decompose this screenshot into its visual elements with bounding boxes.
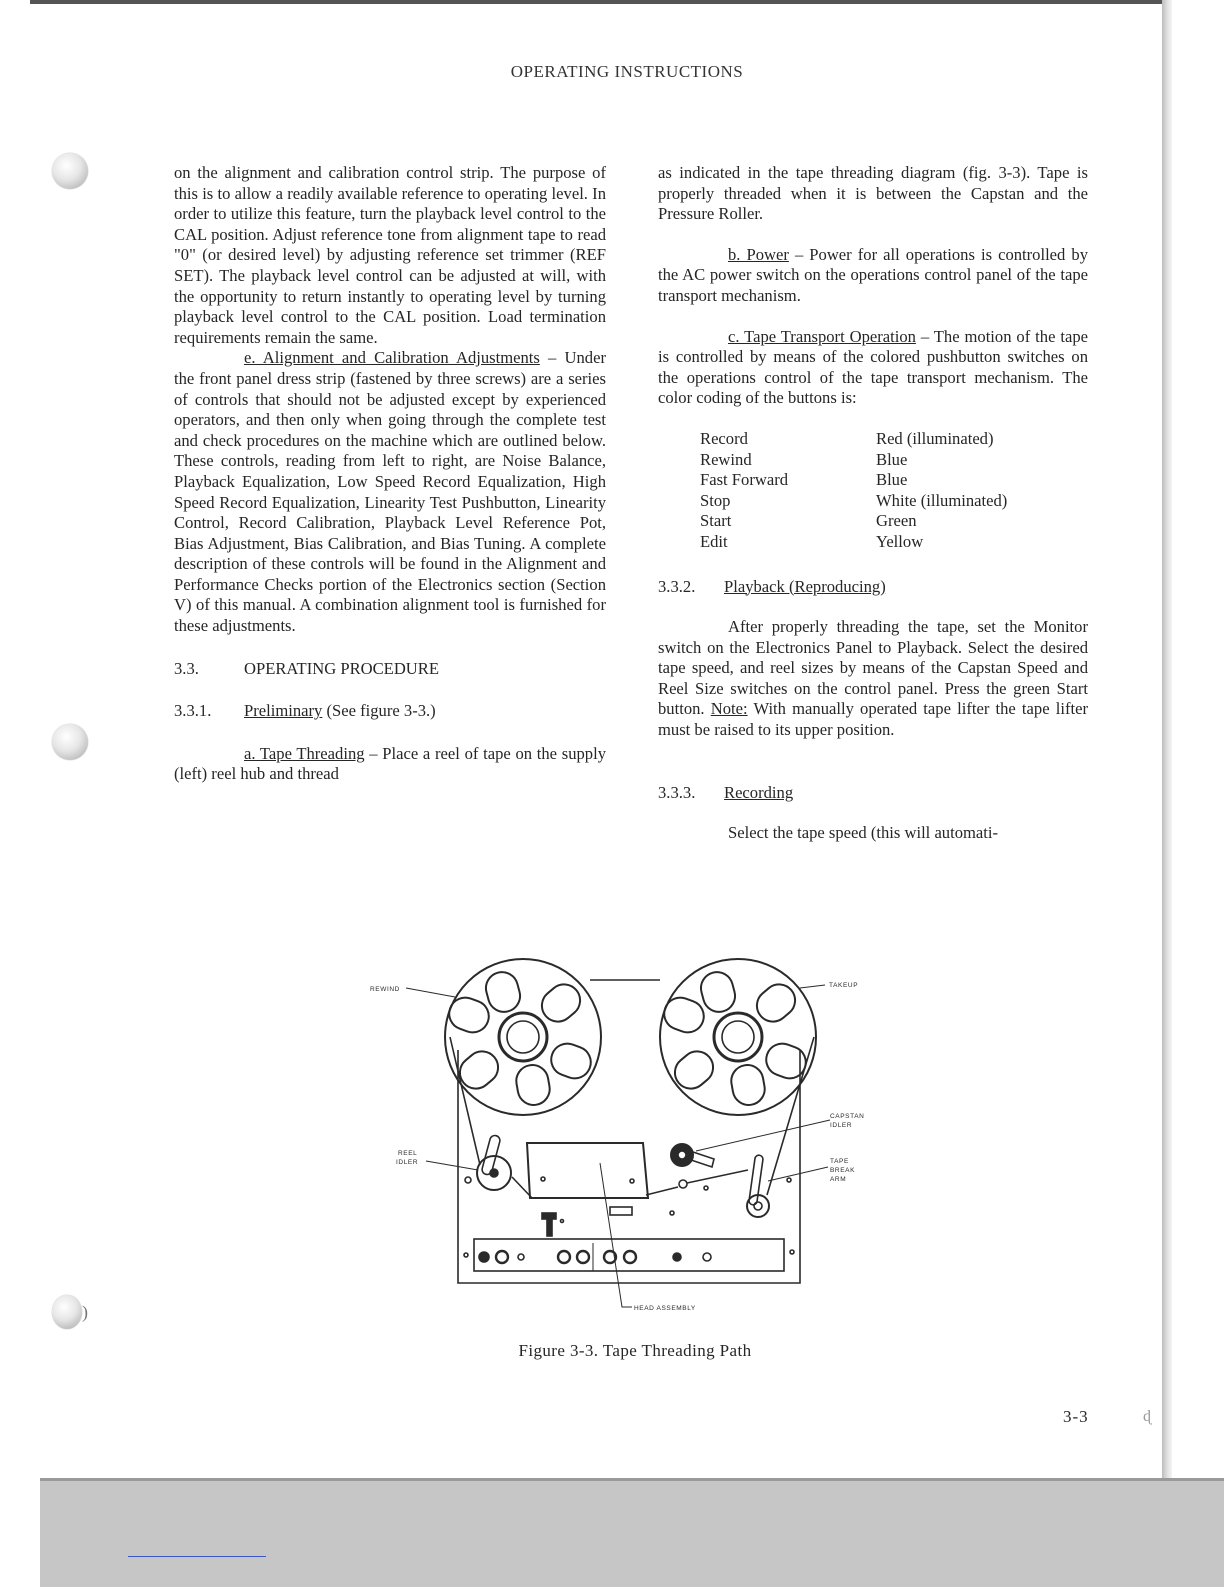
leader-line <box>426 1161 478 1170</box>
section-title: Recording <box>724 782 794 802</box>
button-name: Stop <box>700 490 731 510</box>
transport-heading: c. Tape Transport Operation <box>728 326 916 346</box>
record-button <box>479 1252 489 1262</box>
capstan-idler-center <box>678 1151 686 1159</box>
screw <box>464 1253 468 1257</box>
indicator <box>703 1253 711 1261</box>
note-text: With manually operated tape lifter the tape lifter must be raised to its upper position. <box>658 699 1088 740</box>
indicator <box>518 1254 524 1260</box>
power-indicator <box>673 1253 681 1261</box>
tape-path <box>646 1187 678 1195</box>
button-name: Edit <box>700 531 728 551</box>
tape-path <box>767 1037 814 1195</box>
tape-break-arm-label: TAPE <box>830 1158 849 1165</box>
takeup-reel <box>660 959 816 1115</box>
tape-threading-figure <box>360 955 890 1325</box>
power-paragraph <box>658 245 1088 307</box>
reel-window <box>729 1063 767 1108</box>
button-color: Yellow <box>876 531 924 551</box>
screw <box>670 1211 674 1215</box>
capstan-idler-label: CAPSTAN <box>830 1113 865 1120</box>
edit-slot <box>610 1207 632 1215</box>
edit-lever <box>542 1213 556 1219</box>
calibration-paragraph: on the alignment and calibration control strip. The purpose of this is to allow a readily available reference to operating level. In order to utilize this feature, turn the playback level control to the CAL position. Adjust reference tone from alignment tape to read "0" (or desired level) by adjusting reference set trimmer (REF SET). The playback level control can be adjusted at will, with the opportunity to return instantly to operating level by turning playback level control to the CAL position. Load termination requirements remain the same. <box>174 163 606 347</box>
table-row <box>700 491 1007 512</box>
takeup-reel-hub-inner <box>722 1021 754 1053</box>
screw <box>790 1250 794 1254</box>
edge-mark: ɖ <box>1143 1408 1151 1425</box>
table-row <box>700 450 1007 471</box>
binder-mark: ) <box>82 1302 88 1322</box>
note-label: Note: <box>710 699 748 719</box>
tape-break-arm-label: ARM <box>830 1176 847 1183</box>
scanner-bottom-band <box>40 1478 1224 1587</box>
button-name: Rewind <box>700 449 752 469</box>
reel-window <box>535 978 586 1028</box>
reel-window <box>482 969 523 1016</box>
section-heading-3-3 <box>174 659 606 680</box>
binder-hole-top <box>52 153 88 189</box>
leader-line <box>696 1120 830 1151</box>
top-scan-edge <box>30 0 1170 4</box>
fast-forward-button <box>558 1251 570 1263</box>
button-color-table <box>700 429 1007 553</box>
button-color: Red (illuminated) <box>876 428 994 448</box>
rewind-reel <box>445 959 601 1115</box>
control-panel <box>474 1239 784 1271</box>
section-number: 3.3.1. <box>174 701 212 721</box>
edit-lever-stem <box>547 1219 552 1236</box>
section-heading-3-3-2 <box>658 577 1088 598</box>
reel-window <box>668 1045 719 1095</box>
section-heading-3-3-1 <box>174 701 606 722</box>
power-text: – Power for all operations is controlled by the AC power switch on the operations control panel of the tape transport mechanism. <box>658 244 1088 305</box>
leader-line <box>406 988 455 997</box>
section-number: 3.3.3. <box>658 782 696 802</box>
screw <box>704 1186 708 1190</box>
section-title: Playback (Reproducing) <box>724 576 886 596</box>
capstan-idler-label: IDLER <box>830 1122 853 1129</box>
screw <box>787 1178 791 1182</box>
tape-threading-paragraph <box>174 744 606 785</box>
rewind-button <box>496 1251 508 1263</box>
alignment-paragraph <box>174 348 606 636</box>
button-name: Record <box>700 428 748 448</box>
right-column <box>658 163 1088 844</box>
alignment-heading: e. Alignment and Calibration Adjustments <box>244 348 540 368</box>
figure-caption: Figure 3-3. Tape Threading Path <box>518 1341 752 1360</box>
leader-line <box>600 1163 632 1307</box>
reel-idler-label: REEL <box>398 1150 418 1157</box>
section-title: Preliminary <box>244 701 323 721</box>
button-color: Green <box>876 511 917 531</box>
reel-window <box>547 1039 596 1083</box>
tape-break-arm-label: BREAK <box>830 1167 856 1174</box>
reel-window <box>750 978 801 1028</box>
section-number: 3.3.2. <box>658 576 696 596</box>
power-heading: b. Power <box>728 244 789 264</box>
reel-window <box>660 993 709 1037</box>
rewind-reel-hub-inner <box>507 1021 539 1053</box>
playback-text: After properly threading the tape, set the Monitor switch on the Electronics Panel to Playback. Select the desired tape speed, and reel sizes by means of the Capstan Speed and Reel Size switches on the control panel. Press the green Start button. <box>658 617 1088 719</box>
button-color: White (illuminated) <box>876 490 1008 510</box>
tape-break-arm-center <box>754 1202 762 1210</box>
binder-hole-middle <box>52 724 88 760</box>
capstan <box>679 1180 687 1188</box>
section-note: (See figure 3-3.) <box>322 701 436 721</box>
playback-paragraph <box>658 617 1088 741</box>
tape-threading-text: – Place a reel of tape on the supply (left) reel hub and thread <box>174 743 607 784</box>
table-row <box>700 511 1007 532</box>
tape-path <box>687 1170 748 1183</box>
binder-hole-bottom <box>52 1295 82 1329</box>
screw <box>541 1177 545 1181</box>
section-heading-3-3-3 <box>658 783 1088 804</box>
threading-continued-paragraph: as indicated in the tape threading diagram (fig. 3-3). Tape is properly threaded when it is between the Capstan and the Pressure Roller. <box>658 163 1088 224</box>
leader-line <box>800 985 825 988</box>
reel-idler-label: IDLER <box>396 1159 419 1166</box>
screw <box>465 1177 471 1183</box>
transport-text: – The motion of the tape is controlled by means of the colored pushbutton switches on the operations control of the tape transport mechanism. The color coding of the buttons is: <box>658 326 1088 408</box>
table-row <box>700 532 1007 553</box>
button-color: Blue <box>876 449 908 469</box>
screw <box>630 1179 634 1183</box>
reel-window <box>697 969 738 1016</box>
table-row <box>700 470 1007 491</box>
section-number: 3.3. <box>174 658 199 678</box>
button-name: Fast Forward <box>700 470 789 490</box>
rewind-label: REWIND <box>370 986 400 993</box>
recording-paragraph: Select the tape speed (this will automati- <box>728 823 999 843</box>
takeup-label: TAKEUP <box>829 982 859 989</box>
screw <box>561 1220 564 1223</box>
reel-window <box>445 993 494 1037</box>
head-assembly-cover <box>527 1143 648 1198</box>
page-header: OPERATING INSTRUCTIONS <box>510 62 744 81</box>
bottom-link-line <box>128 1556 266 1557</box>
button-name: Start <box>700 511 732 531</box>
left-column <box>174 163 606 785</box>
section-title: OPERATING PROCEDURE <box>244 658 439 678</box>
alignment-text: – Under the front panel dress strip (fastened by three screws) are a series of controls that should not be adjusted except by experienced operators, and then only when going through the complete test and check procedures on the machine which are outlined below. These controls, reading from left to right, are Noise Balance, Playback Equalization, Low Speed Record Equalization, High Speed Record Equalization, Linearity Test Pushbutton, Linearity Control, Record Calibration, Playback Level Reference Pot, Bias Adjustment, Bias Calibration, and Bias Tuning. A complete description of these controls will be found in the Alignment and Performance Checks portion of the Electronics section (Section V) of this manual. A combination alignment tool is furnished for these adjustments. <box>174 348 606 636</box>
stop-button <box>577 1251 589 1263</box>
tape-path <box>450 1037 480 1165</box>
tape-threading-heading: a. Tape Threading <box>244 743 365 763</box>
leader-line <box>768 1167 828 1181</box>
transport-paragraph <box>658 327 1088 409</box>
page-number: 3-3 <box>1063 1407 1089 1426</box>
tape-threading-diagram <box>360 955 890 1325</box>
table-row <box>700 429 1007 450</box>
edit-button <box>624 1251 636 1263</box>
reel-window <box>514 1063 552 1108</box>
head-assembly-label: HEAD ASSEMBLY <box>634 1305 696 1312</box>
button-color: Blue <box>876 470 908 490</box>
page-right-edge <box>1162 0 1172 1478</box>
